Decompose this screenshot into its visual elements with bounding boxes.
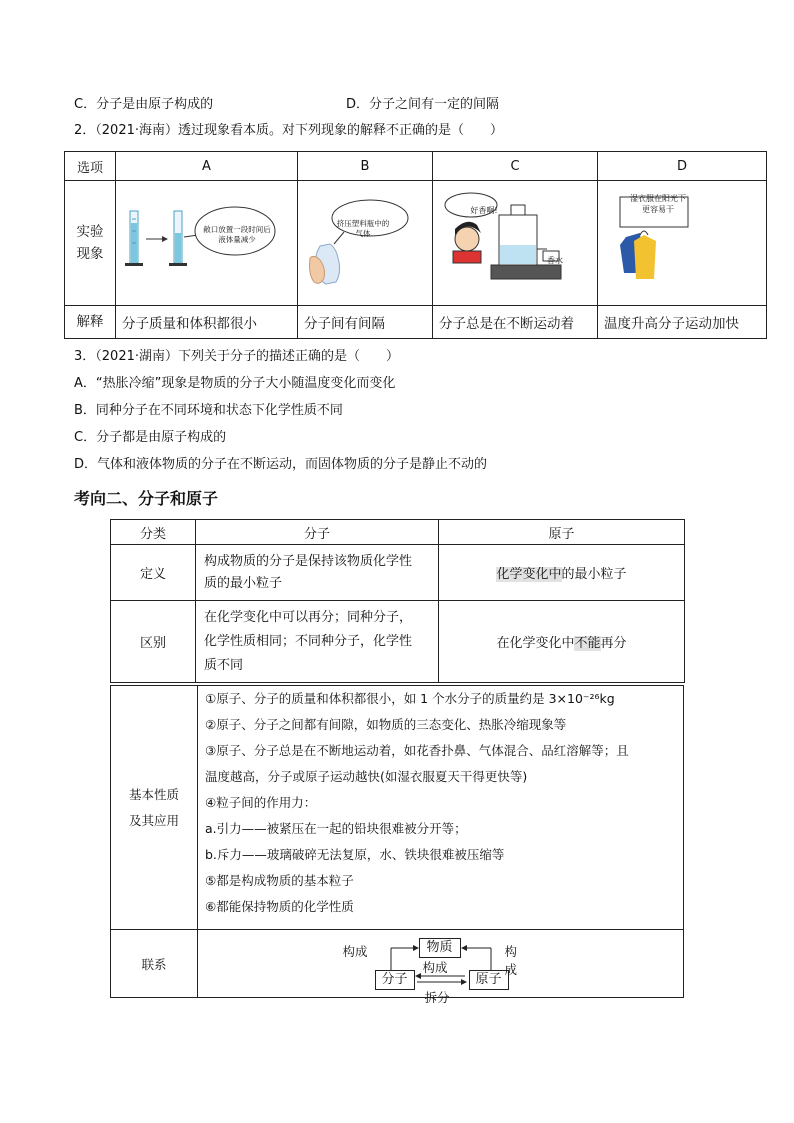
definition-label: 定义 bbox=[111, 545, 196, 601]
q2-image-b bbox=[298, 181, 433, 306]
matter-box: 物质 bbox=[419, 938, 461, 958]
bubble-b-text: 挤压塑料瓶中的气体 bbox=[336, 219, 390, 238]
property-5: ⑤都是构成物质的基本粒子 bbox=[205, 873, 354, 888]
header-molecule: 分子 bbox=[196, 520, 439, 545]
q2-header-c: C bbox=[433, 152, 598, 181]
q2-table bbox=[64, 151, 767, 339]
q2-header-a: A bbox=[116, 152, 298, 181]
q2-header-option: 选项 bbox=[65, 152, 116, 181]
property-2: ②原子、分子之间都有间隙，如物质的三态变化、热胀冷缩现象等 bbox=[205, 717, 567, 732]
q3-option-d: D．气体和液体物质的分子在不断运动，而固体物质的分子是静止不动的 bbox=[74, 457, 488, 472]
properties-label: 基本性质及其应用 bbox=[111, 686, 198, 930]
section-title: 考向二、分子和原子 bbox=[74, 489, 219, 508]
molecule-atom-table bbox=[110, 519, 685, 683]
split-label: 拆分 bbox=[424, 989, 450, 1005]
header-category: 分类 bbox=[111, 520, 196, 545]
properties-list bbox=[198, 686, 684, 930]
perfume-label: 香水 bbox=[547, 256, 563, 265]
property-3a: ③原子、分子总是在不断地运动着，如花香扑鼻、气体混合、品红溶解等；且 bbox=[205, 743, 629, 758]
q2-header-b: B bbox=[298, 152, 433, 181]
compose-left-label: 构成 bbox=[342, 943, 368, 959]
q2-explain-a: 分子质量和体积都很小 bbox=[116, 306, 298, 339]
q2-explain-label: 解释 bbox=[65, 306, 116, 339]
bubble-c-text: 好香啊! bbox=[470, 206, 498, 215]
q2-image-c bbox=[433, 181, 598, 306]
property-4b: b.斥力——玻璃破碎无法复原，水、铁块很难被压缩等 bbox=[205, 847, 505, 862]
definition-molecule: 构成物质的分子是保持该物质化学性 质的最小粒子 bbox=[196, 545, 439, 601]
molecule-box: 分子 bbox=[375, 970, 415, 990]
relation-label: 联系 bbox=[111, 930, 198, 998]
property-6: ⑥都能保持物质的化学性质 bbox=[205, 899, 354, 914]
q2-explain-d: 温度升高分子运动加快 bbox=[598, 306, 767, 339]
property-4a: a.引力——被紧压在一起的铅块很难被分开等； bbox=[205, 821, 467, 836]
q3-option-a: A．“热胀冷缩”现象是物质的分子大小随温度变化而变化 bbox=[74, 376, 396, 391]
definition-atom: 化学变化中的最小粒子 bbox=[439, 545, 685, 601]
compose-right-label: 构成 bbox=[504, 943, 518, 977]
q1-option-c: C．分子是由原子构成的 bbox=[74, 97, 214, 112]
q1-option-d: D．分子之间有一定的间隔 bbox=[346, 97, 500, 112]
compose-mid-label: 构成 bbox=[422, 959, 448, 975]
property-4: ④粒子间的作用力： bbox=[205, 795, 317, 810]
bubble-a-text: 敞口放置一段时间后液体量减少 bbox=[203, 225, 271, 244]
q2-image-a bbox=[116, 181, 298, 306]
difference-atom: 在化学变化中不能再分 bbox=[439, 601, 685, 683]
header-atom: 原子 bbox=[439, 520, 685, 545]
bubble-d-text: 湿衣服在阳光下更容易干 bbox=[630, 194, 686, 214]
atom-box: 原子 bbox=[469, 970, 509, 990]
q3-option-b: B．同种分子在不同环境和状态下化学性质不同 bbox=[74, 403, 343, 418]
properties-table bbox=[110, 685, 684, 1005]
property-1: ①原子、分子的质量和体积都很小，如 1 个水分子的质量约是 3×10⁻²⁶kg bbox=[205, 691, 615, 706]
q2-image-d bbox=[598, 181, 767, 306]
q3-stem: 3．（2021·湖南）下列关于分子的描述正确的是（ ） bbox=[74, 349, 399, 364]
q2-stem: 2．（2021·海南）透过现象看本质。对下列现象的解释不正确的是（ ） bbox=[74, 123, 503, 138]
q2-explain-b: 分子间有间隔 bbox=[298, 306, 433, 339]
difference-label: 区别 bbox=[111, 601, 196, 683]
relation-diagram bbox=[198, 930, 684, 1005]
q2-explain-c: 分子总是在不断运动着 bbox=[433, 306, 598, 339]
q2-header-d: D bbox=[598, 152, 767, 181]
difference-molecule: 在化学变化中可以再分；同种分子， 化学性质相同；不同种分子，化学性 质不同 bbox=[196, 601, 439, 683]
q2-phenomenon-label: 实验现象 bbox=[65, 181, 116, 306]
q3-option-c: C．分子都是由原子构成的 bbox=[74, 430, 227, 445]
squeezed-bottle-illustration bbox=[304, 196, 414, 286]
property-3b: 温度越高，分子或原子运动越快(如湿衣服夏天干得更快等) bbox=[205, 769, 528, 784]
